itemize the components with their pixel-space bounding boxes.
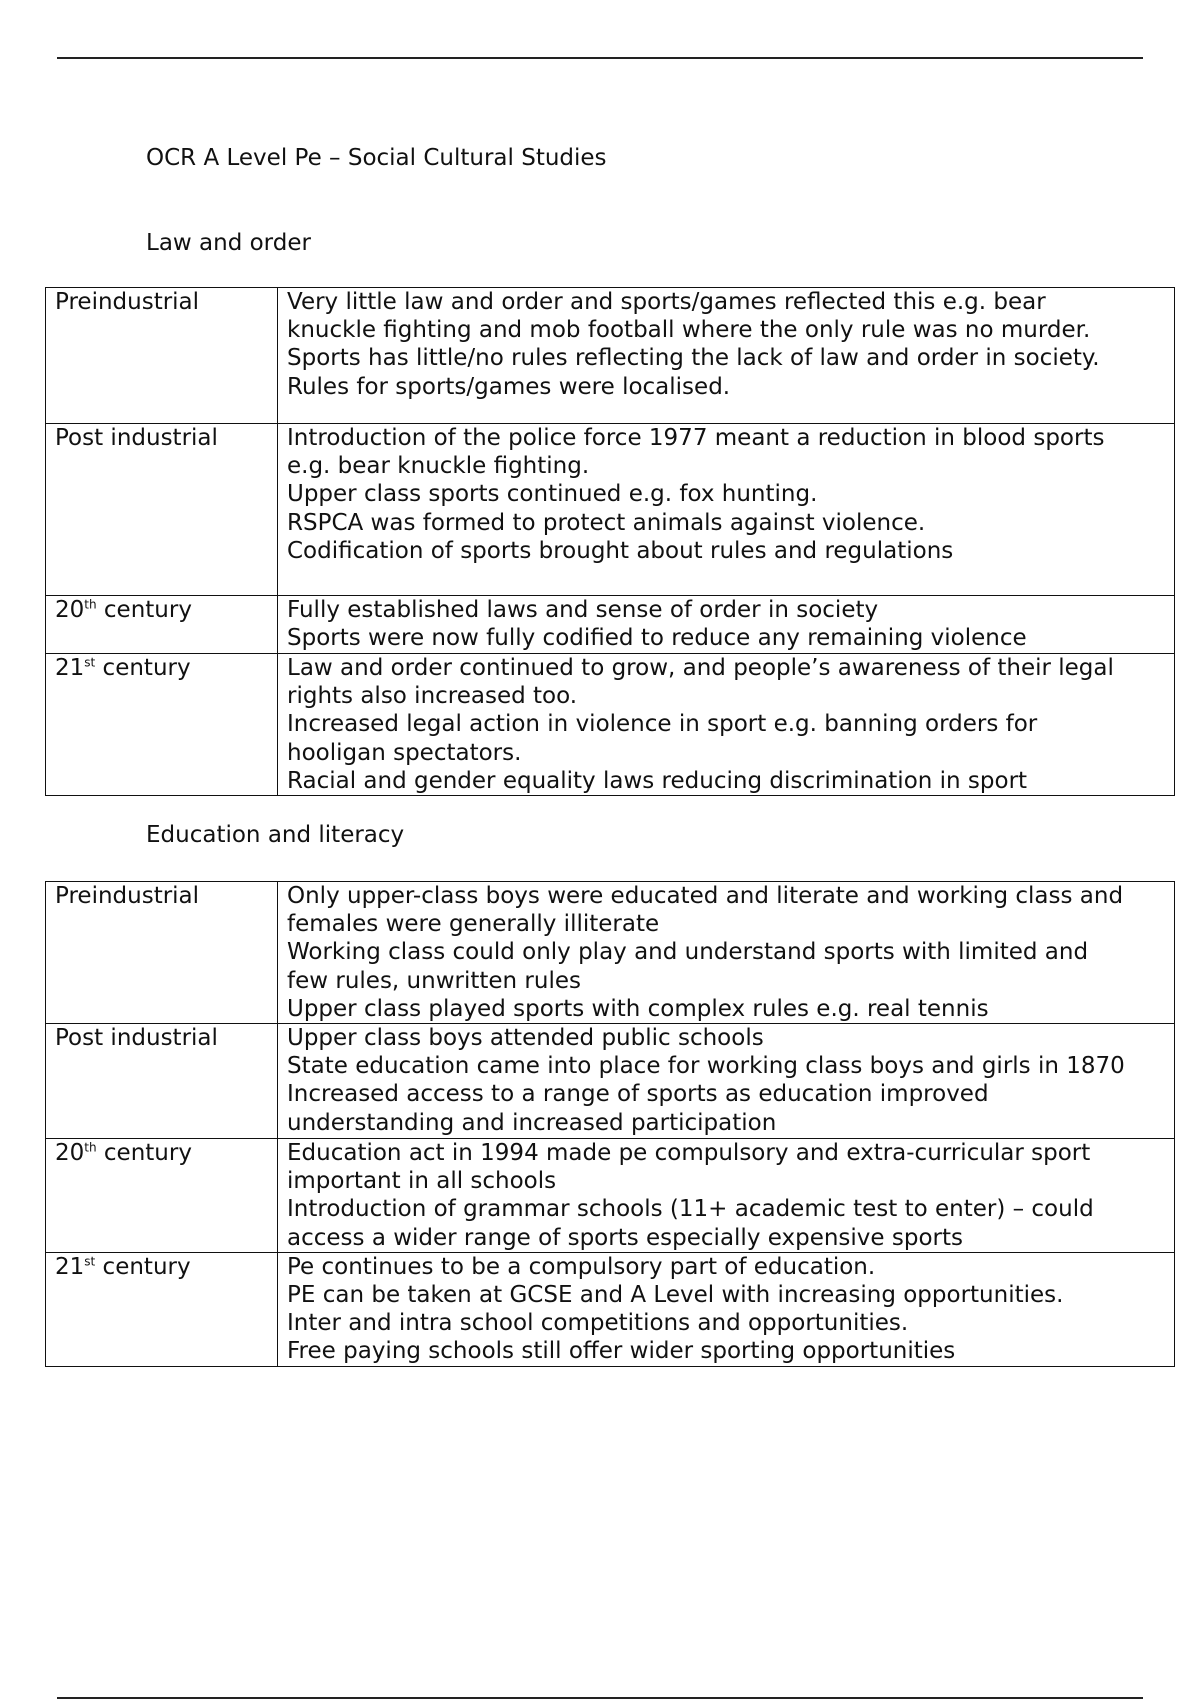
education-and-literacy-table <box>45 881 1175 1367</box>
description-cell: Upper class boys attended public schools State education came into place for working class boys and girls in 1870 Increased access to a range of sports as education improved understanding and increased participation <box>278 1024 1175 1139</box>
description-cell: Very little law and order and sports/games reflected this e.g. bear knuckle fighting and mob football where the only rule was no murder. Sports has little/no rules reflecting the lack of law and order in society. Rules for sports/games were localised. <box>278 288 1175 424</box>
period-cell: 21st century <box>46 654 278 796</box>
section-heading-law-and-order: Law and order <box>146 230 311 256</box>
document-title: OCR A Level Pe – Social Cultural Studies <box>146 145 607 171</box>
period-cell: Preindustrial <box>46 882 278 1024</box>
period-cell: 20th century <box>46 596 278 654</box>
description-cell: Education act in 1994 made pe compulsory and extra-curricular sport important in all schools Introduction of grammar schools (11+ academic test to enter) – could access a wider range of sports especially expensive sports <box>278 1139 1175 1253</box>
description-cell: Only upper-class boys were educated and literate and working class and females were generally illiterate Working class could only play and understand sports with limited and few rules, unwritten rules Upper class played sports with complex rules e.g. real tennis <box>278 882 1175 1024</box>
description-cell: Pe continues to be a compulsory part of education. PE can be taken at GCSE and A Level with increasing opportunities. Inter and intra school competitions and opportunities. Free paying schools still offer wider sporting opportunities <box>278 1252 1175 1366</box>
table-row <box>46 596 1175 654</box>
table-row <box>46 424 1175 596</box>
period-cell: 20th century <box>46 1139 278 1253</box>
table-row <box>46 1252 1175 1366</box>
table-row <box>46 1024 1175 1139</box>
description-cell: Fully established laws and sense of order in society Sports were now fully codified to reduce any remaining violence <box>278 596 1175 654</box>
table-row <box>46 882 1175 1024</box>
header-rule <box>57 57 1143 59</box>
period-cell: Post industrial <box>46 424 278 596</box>
table-row <box>46 1139 1175 1253</box>
footer-rule <box>57 1697 1143 1699</box>
description-cell: Law and order continued to grow, and people’s awareness of their legal rights also increased too. Increased legal action in violence in sport e.g. banning orders for hooligan spectators. Racial and gender equality laws reducing discrimination in sport <box>278 654 1175 796</box>
period-cell: 21st century <box>46 1252 278 1366</box>
law-and-order-table <box>45 287 1175 796</box>
period-cell: Preindustrial <box>46 288 278 424</box>
period-cell: Post industrial <box>46 1024 278 1139</box>
table-row <box>46 654 1175 796</box>
section-heading-education-and-literacy: Education and literacy <box>146 822 405 848</box>
table-row <box>46 288 1175 424</box>
description-cell: Introduction of the police force 1977 meant a reduction in blood sports e.g. bear knuckle fighting. Upper class sports continued e.g. fox hunting. RSPCA was formed to protect animals against violence. Codification of sports brought about rules and regulations <box>278 424 1175 596</box>
